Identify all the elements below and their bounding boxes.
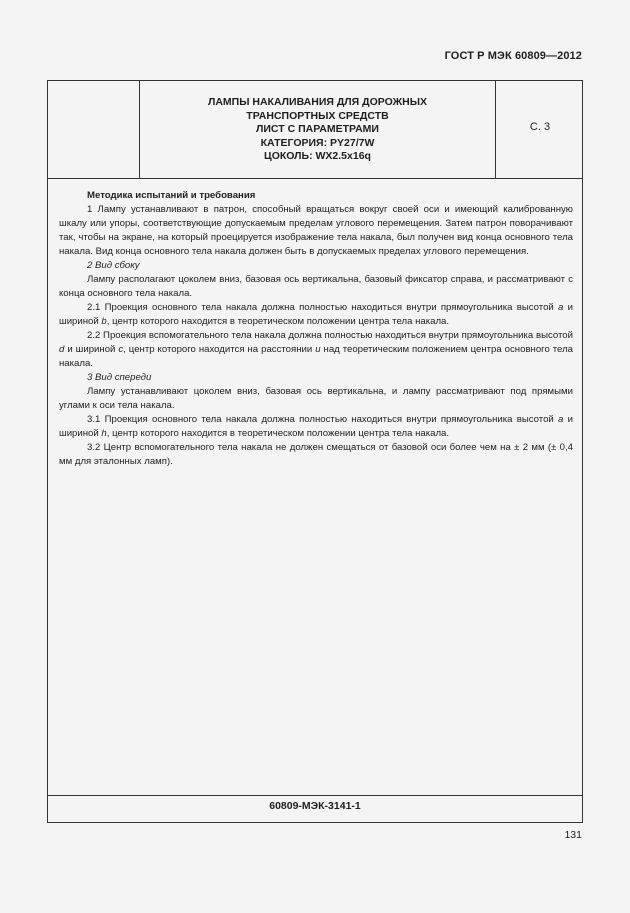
subheading-front-view: 3 Вид спереди — [87, 372, 152, 383]
subheading-side-view: 2 Вид сбоку — [87, 260, 140, 271]
footer-divider — [48, 795, 582, 796]
category-line: КАТЕГОРИЯ: PY27/7W — [260, 136, 375, 149]
paragraph-3: Лампу устанавливают цоколем вниз, базовая ось вертикальна, и лампу рассматривают под прямыми углами к оси тела накала. — [59, 386, 573, 411]
paragraph-1: 1 Лампу устанавливают в патрон, способный вращаться вокруг своей оси и имеющий калиброванную шкалу или упоры, соответствующие допускаемым пределам углового перемещения. Затем патрон поворачивают так, чтобы на экране, на который проецируется изображение тела накала, был получен вид конца основного тела накала. Вид конца основного тела накала должен быть в допускаемых пределах углового перемещения. — [59, 204, 573, 257]
test-method-text — [59, 189, 573, 469]
sheet-header — [48, 81, 582, 179]
section-heading: Методика испытаний и требования — [87, 190, 256, 201]
sheet-page-ref: С. 3 — [529, 121, 551, 133]
title-line: ТРАНСПОРТНЫХ СРЕДСТВ — [246, 109, 389, 122]
paragraph-2-1: 2.1 Проекция основного тела накала должна полностью находиться внутри прямоугольника высотой а и шириной b, центр которого находится в теоретическом положении центра тела накала. — [59, 302, 573, 327]
sheet-number: 60809-МЭК-3141-1 — [269, 800, 361, 812]
cap-line: ЦОКОЛЬ: WX2.5x16q — [264, 150, 371, 163]
page-number: 131 — [564, 829, 582, 841]
paragraph-2-2: 2.2 Проекция вспомогательного тела накала должна полностью находиться внутри прямоугольника высотой d и шириной с, центр которого находится на расстоянии u над теоретическим положением центра основного тела накала. — [59, 330, 574, 369]
standard-code: ГОСТ Р МЭК 60809—2012 — [444, 50, 582, 62]
paragraph-3-2: 3.2 Центр вспомогательного тела накала не должен смещаться от базовой оси более чем на ± 2 мм (± 0,4 мм для эталонных ламп). — [59, 442, 573, 467]
sheet-frame — [47, 80, 583, 823]
sheet-title — [140, 96, 495, 164]
title-line: ЛАМПЫ НАКАЛИВАНИЯ ДЛЯ ДОРОЖНЫХ — [207, 96, 428, 108]
title-line: ЛИСТ С ПАРАМЕТРАМИ — [256, 123, 379, 136]
paragraph-3-1: 3.1 Проекция основного тела накала должна полностью находиться внутри прямоугольника высотой а и шириной h, центр которого находится в теоретическом положении центра тела накала. — [59, 414, 573, 439]
paragraph-2: Лампу располагают цоколем вниз, базовая ось вертикальна, базовый фиксатор справа, и рассматривают с конца основного тела накала. — [59, 274, 573, 299]
